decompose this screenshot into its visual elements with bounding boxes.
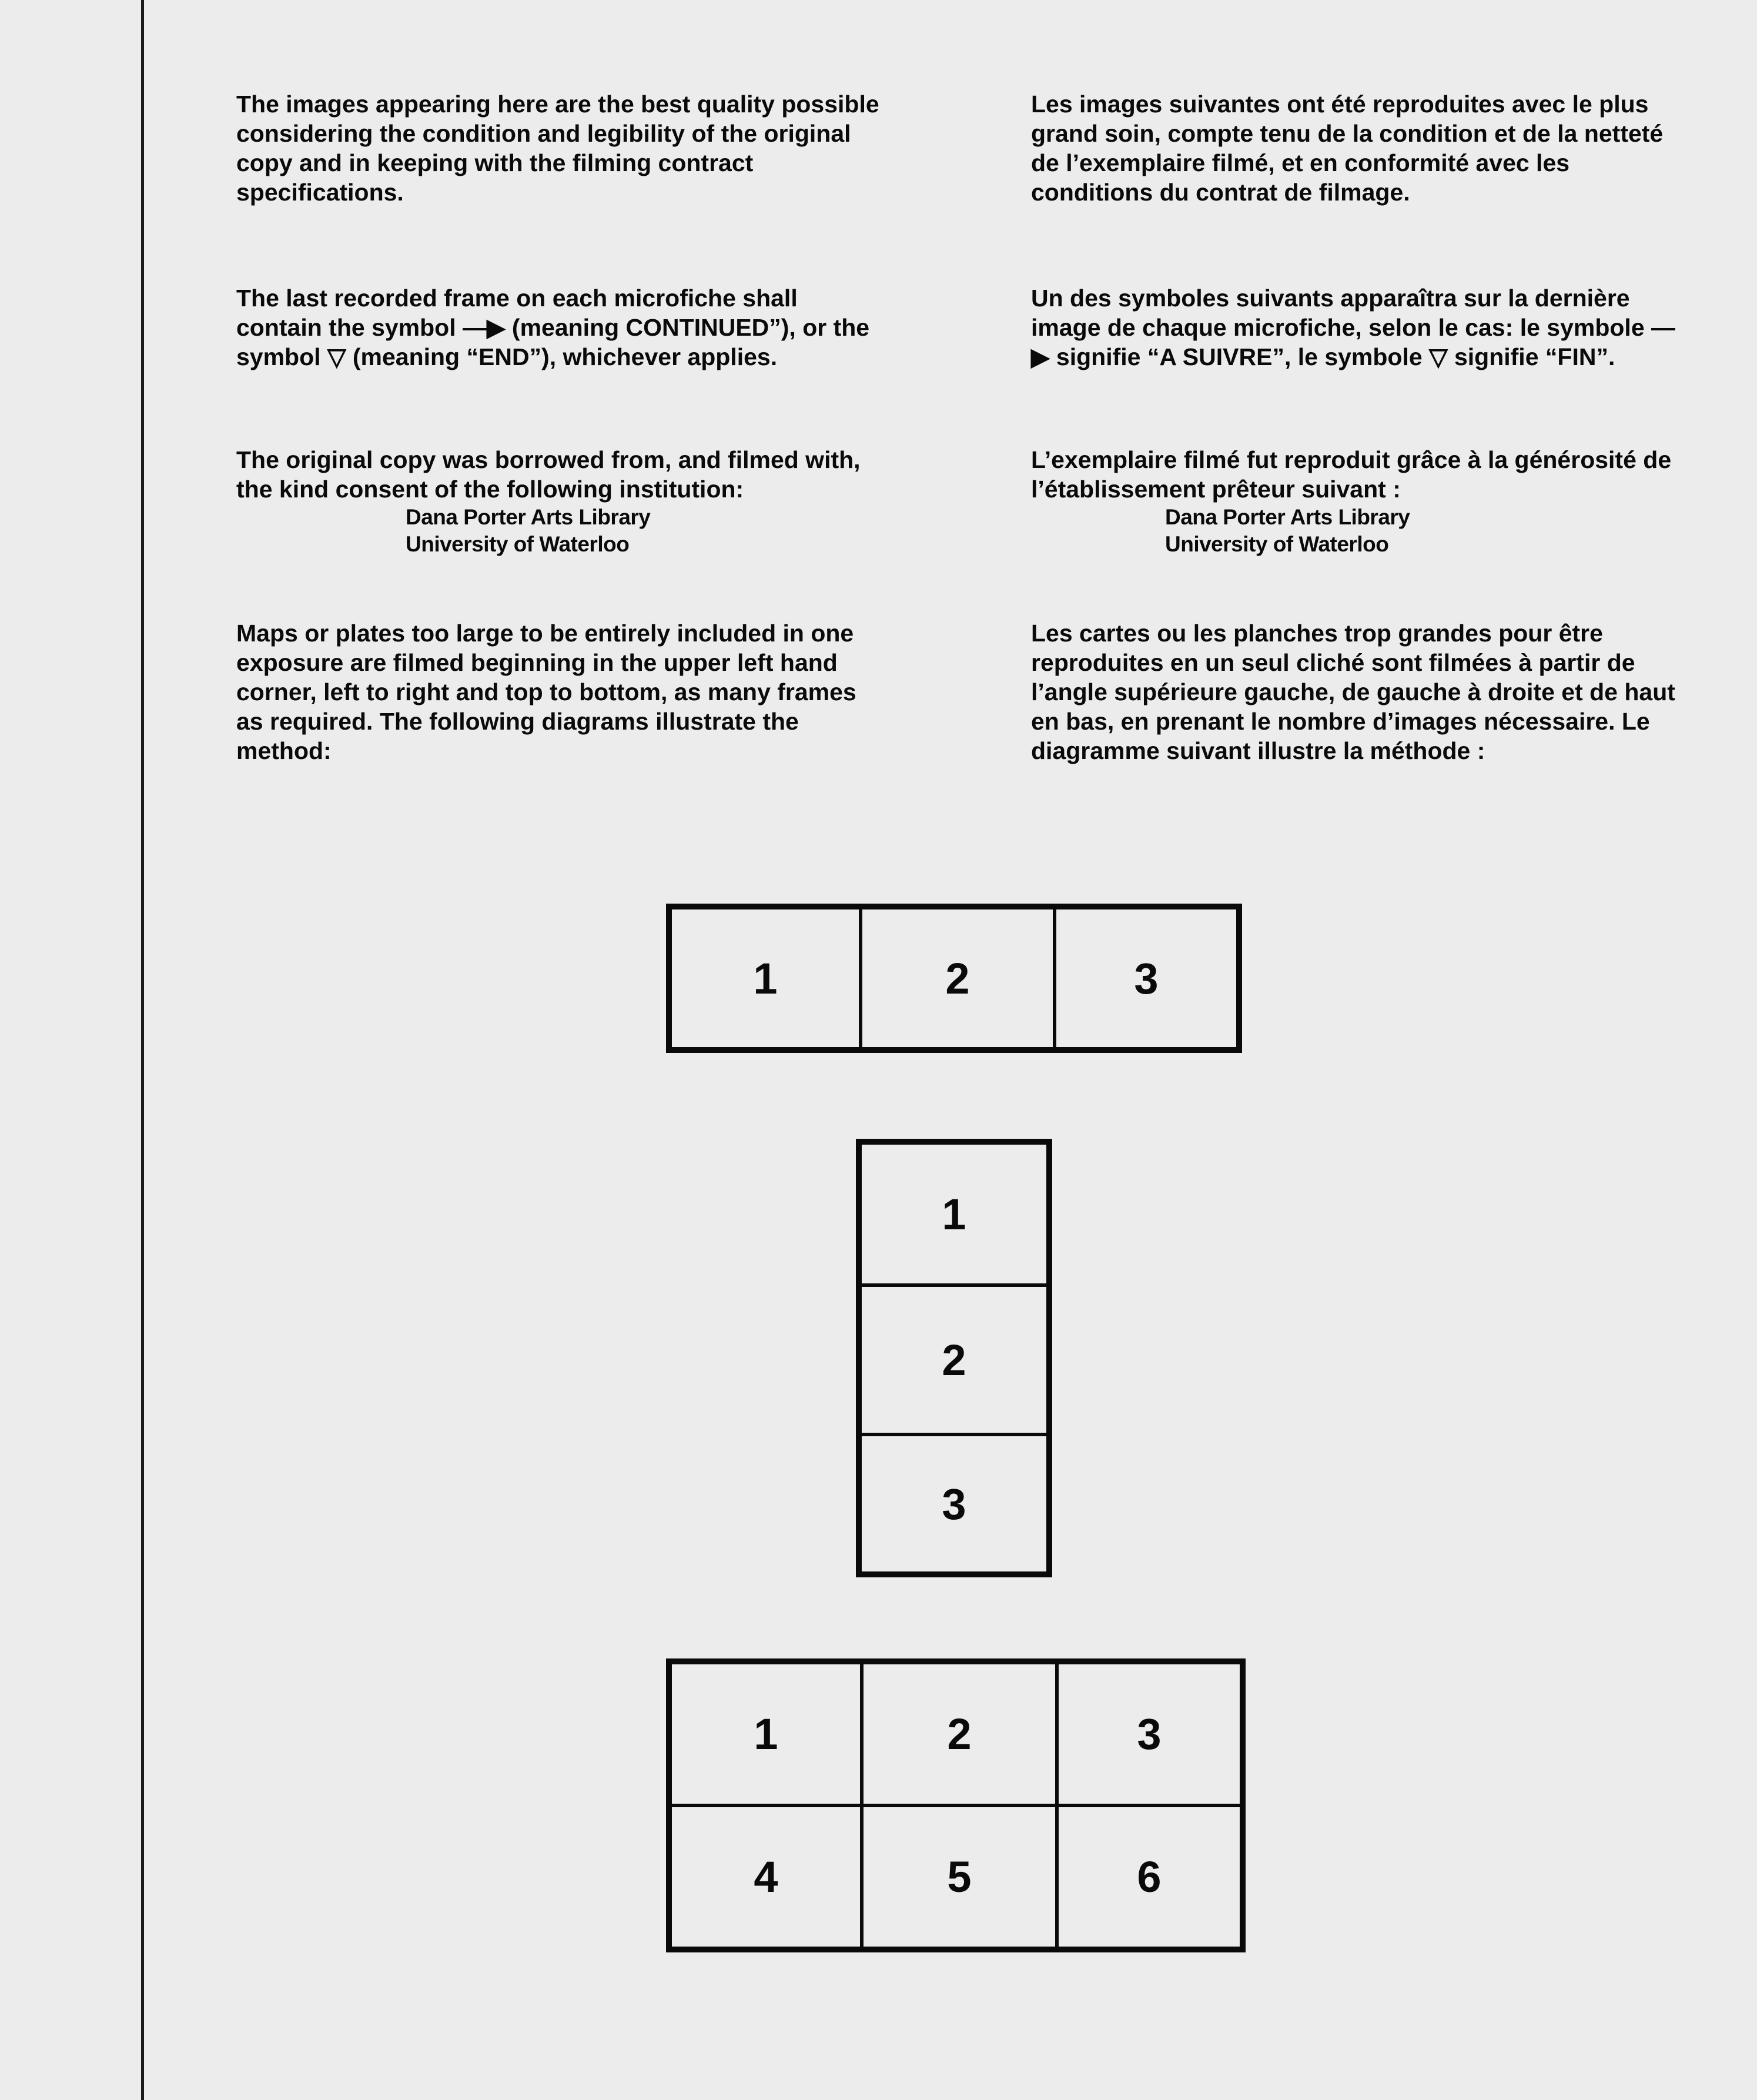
- diagram-cell: 5: [862, 1805, 1057, 1948]
- english-paragraph-quality: The images appearing here are the best quality possible considering the condition and legibility of the original copy and in keeping with the filming contract specifications.: [236, 91, 879, 206]
- french-symbols-text-c: signifie “FIN”.: [1447, 343, 1615, 370]
- diagram-cell: 1: [670, 908, 861, 1049]
- page-edge-line: [141, 0, 144, 2100]
- arrow-symbol-icon: —▶: [1031, 314, 1676, 370]
- english-paragraph-maps: Maps or plates too large to be entirely included in one exposure are filmed beginning in the upper left hand corner, left to right and top to bottom, as many frames as required. The following diagrams illustrate the method:: [236, 620, 856, 764]
- diagram-cell: 2: [860, 1285, 1048, 1434]
- english-symbols-text-a: The last recorded frame on each microfiche shall contain the symbol: [236, 285, 798, 341]
- diagram-cell: 1: [670, 1663, 862, 1805]
- diagram-grid: [666, 1658, 1246, 1952]
- diagram-vertical: [856, 1139, 1052, 1577]
- diagram-cell: 2: [861, 908, 1055, 1049]
- diagram-horizontal: [666, 904, 1242, 1053]
- french-paragraph-institution: [1031, 445, 1678, 558]
- french-paragraph-symbols: [1031, 283, 1678, 372]
- diagram-cell: 6: [1057, 1805, 1241, 1948]
- french-institution-text: L’exemplaire filmé fut reproduit grâce à la générosité de l’établissement prêteur suivant :: [1031, 446, 1672, 503]
- french-library-name: Dana Porter Arts Library: [1165, 505, 1410, 529]
- diagram-cell: 4: [670, 1805, 862, 1948]
- diagram-cell: 2: [862, 1663, 1057, 1805]
- english-institution-text: The original copy was borrowed from, and filmed with, the kind consent of the following institution:: [236, 446, 861, 503]
- diagram-cell: 3: [860, 1434, 1048, 1573]
- english-library-name: Dana Porter Arts Library: [406, 505, 651, 529]
- french-symbols-text-b: signifie “A SUIVRE”, le symbole: [1049, 343, 1430, 370]
- french-symbols-text-a: Un des symboles suivants apparaîtra sur la dernière image de chaque microfiche, selon le cas: le symbole: [1031, 285, 1652, 341]
- english-paragraph-institution: [236, 445, 883, 558]
- english-symbols-text-b: (meaning CONTINUED”), or the symbol: [236, 314, 870, 370]
- french-paragraph-quality: Les images suivantes ont été reproduites avec le plus grand soin, compte tenu de la condition et de la netteté de l’exemplaire filmé, et en conformité avec les conditions du contrat de filmage.: [1031, 91, 1664, 206]
- french-paragraph-maps: Les cartes ou les planches trop grandes pour être reproduites en un seul cliché sont filmées à partir de l’angle supérieure gauche, de gauche à droite et de haut en bas, en prenant le nombre d’images nécessaire. Le diagramme suivant illustre la méthode :: [1031, 620, 1675, 764]
- diagram-cell: 1: [860, 1143, 1048, 1285]
- diagram-cell: 3: [1055, 908, 1238, 1049]
- diagram-cell: 3: [1057, 1663, 1241, 1805]
- triangle-symbol-icon: ▽: [327, 343, 346, 370]
- french-university-name: University of Waterloo: [1165, 532, 1389, 556]
- triangle-symbol-icon: ▽: [1429, 343, 1448, 370]
- arrow-symbol-icon: —▶: [463, 314, 506, 341]
- english-paragraph-symbols: [236, 283, 883, 372]
- english-university-name: University of Waterloo: [406, 532, 630, 556]
- english-symbols-text-c: (meaning “END”), whichever applies.: [346, 343, 778, 370]
